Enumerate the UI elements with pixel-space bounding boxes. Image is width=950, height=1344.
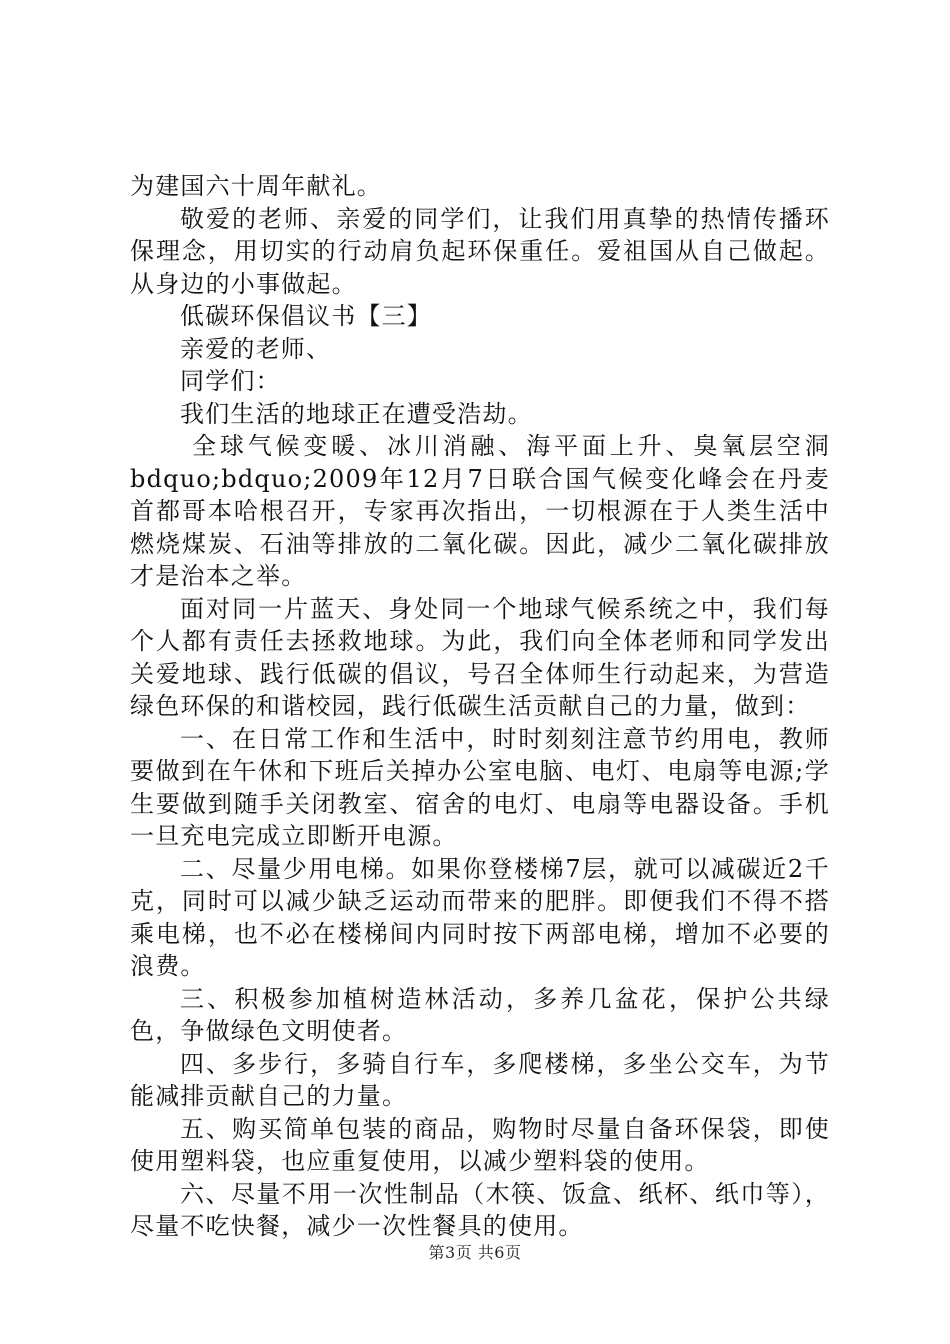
- paragraph-intro: 我们生活的地球正在遭受浩劫。: [180, 399, 533, 428]
- list-item-4: 四、多步行，多骑自行车，多爬楼梯，多坐公交车，为节能减排贡献自己的力量。: [130, 1049, 830, 1110]
- paragraph-climate: 全球气候变暖、冰川消融、海平面上升、臭氧层空洞bdquo;bdquo;2009年12月7日联合国气候变化峰会在丹麦首都哥本哈根召开，专家再次指出，一切根源在于人类生活中燃烧煤炭、石油等排放的二氧化碳。因此，减少二氧化碳排放才是治本之举。: [130, 432, 830, 590]
- section-heading: 低碳环保倡议书【三】: [180, 302, 432, 330]
- salutation-line-2: 同学们：: [180, 367, 281, 395]
- paragraph-continuation: 为建国六十周年献礼。: [130, 172, 382, 200]
- list-item-1: 一、在日常工作和生活中，时时刻刻注意节约用电，教师要做到在午休和下班后关掉办公室电脑、电灯、电扇等电源;学生要做到随手关闭教室、宿舍的电灯、电扇等电器设备。手机一旦充电完成立即断开电源。: [130, 724, 830, 850]
- list-item-6: 六、尽量不用一次性制品（木筷、饭盒、纸杯、纸巾等），尽量不吃快餐，减少一次性餐具的使用。: [130, 1179, 830, 1240]
- list-item-3: 三、积极参加植树造林活动，多养几盆花，保护公共绿色，争做绿色文明使者。: [130, 984, 830, 1045]
- document-body: [130, 170, 830, 1243]
- list-item-5: 五、购买简单包装的商品，购物时尽量自备环保袋，即使使用塑料袋，也应重复使用，以减少塑料袋的使用。: [130, 1114, 830, 1175]
- paragraph-closing-appeal: 敬爱的老师、亲爱的同学们，让我们用真挚的热情传播环保理念，用切实的行动肩负起环保重任。爱祖国从自己做起。从身边的小事做起。: [130, 204, 830, 298]
- paragraph-call-to-action: 面对同一片蓝天、身处同一个地球气候系统之中，我们每个人都有责任去拯救地球。为此，我们向全体老师和同学发出关爱地球、践行低碳的倡议，号召全体师生行动起来，为营造绿色环保的和谐校园，践行低碳生活贡献自己的力量，做到：: [130, 594, 830, 720]
- salutation-line-1: 亲爱的老师、: [180, 334, 332, 363]
- list-item-2: 二、尽量少用电梯。如果你登楼梯7层，就可以减碳近2千克，同时可以减少缺乏运动而带来的肥胖。即便我们不得不搭乘电梯，也不必在楼梯间内同时按下两部电梯，增加不必要的浪费。: [130, 854, 830, 980]
- page-number-footer: 第3页 共6页: [428, 1243, 522, 1262]
